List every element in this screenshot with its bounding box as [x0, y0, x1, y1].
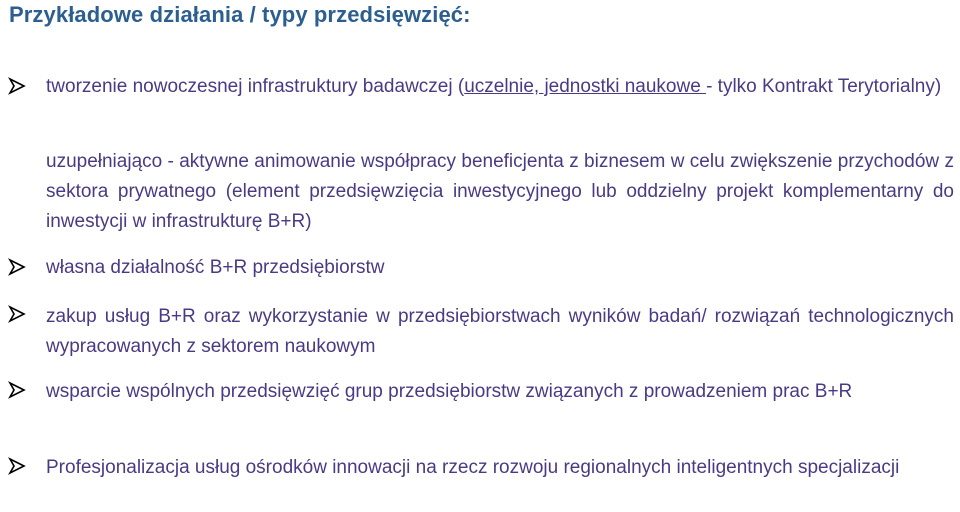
item-text-start: tworzenie nowoczesnej infrastruktury badawczej (: [46, 76, 465, 97]
arrowhead-bullet-icon: [8, 305, 26, 323]
list-item-joint-ventures: wsparcie wspólnych przedsięwzięć grup przedsiębiorstw związanych z prowadzeniem prac B+R: [46, 381, 853, 402]
arrowhead-bullet-icon: [8, 258, 26, 276]
list-item-supplementary: uzupełniająco - aktywne animowanie współpracy beneficjenta z biznesem w celu zwiększenie przychodów z sektora prywatnego (element przedsięwzięcia inwestycyjnego lub oddzielny projekt komplementarny do inwestycji w infrastrukturę B+R): [46, 151, 954, 232]
arrowhead-bullet-icon: [8, 77, 26, 95]
list-item-own-rd: własna działalność B+R przedsiębiorstw: [46, 257, 385, 278]
arrowhead-bullet-icon: [8, 457, 26, 475]
list-item-professionalization: Profesjonalizacja usług ośrodków innowacji na rzecz rozwoju regionalnych inteligentnych specjalizacji: [46, 457, 900, 478]
list-item-services-purchase: zakup usług B+R oraz wykorzystanie w przedsiębiorstwach wyników badań/ rozwiązań technologicznych wypracowanych z sektorem naukowym: [46, 306, 954, 357]
list-item-infrastructure: [46, 72, 954, 102]
page-title: Przykładowe działania / typy przedsięwzięć:: [9, 2, 471, 27]
item-text-underlined: uczelnie, jednostki naukowe: [464, 76, 707, 97]
item-text-end: - tylko Kontrakt Terytorialny): [706, 76, 942, 97]
arrowhead-bullet-icon: [8, 381, 26, 399]
